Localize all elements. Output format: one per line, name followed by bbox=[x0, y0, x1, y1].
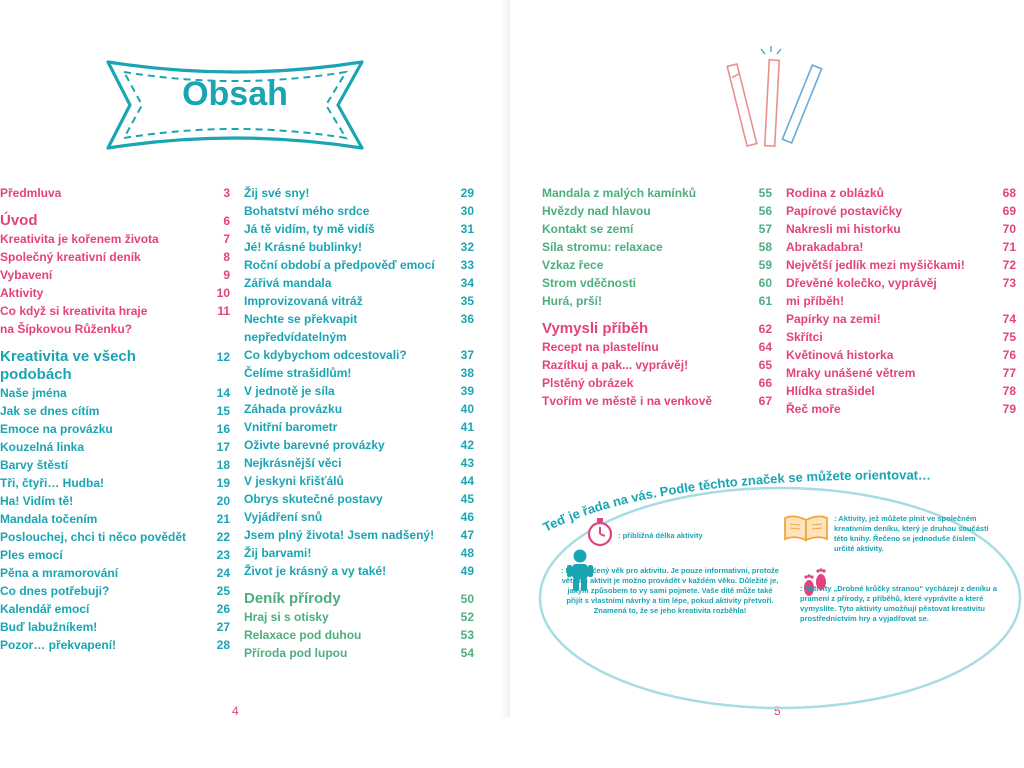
timer-icon bbox=[585, 516, 615, 548]
toc-entry-page: 74 bbox=[1002, 312, 1016, 326]
toc-entry-page: 43 bbox=[460, 456, 474, 470]
toc-entry-page: 39 bbox=[460, 384, 474, 398]
toc-entry-title: Síla stromu: relaxace bbox=[542, 240, 663, 254]
toc-entry-title: Strom vděčnosti bbox=[542, 276, 637, 290]
toc-entry-page: 8 bbox=[223, 250, 230, 264]
toc-entry-title: Hlídka strašidel bbox=[786, 384, 875, 398]
toc-entry-page: 56 bbox=[758, 204, 772, 218]
toc-entry-page: 72 bbox=[1002, 258, 1016, 272]
toc-entry-title: Mandala točením bbox=[0, 512, 98, 526]
page-number-left: 4 bbox=[232, 704, 239, 718]
toc-entry-page: 78 bbox=[1002, 384, 1016, 398]
toc-entry-title: V jeskyni křišťálů bbox=[244, 474, 344, 488]
toc-entry-title: Hurá, prší! bbox=[542, 294, 603, 308]
toc-entry bbox=[0, 402, 230, 420]
toc-entry-page: 30 bbox=[460, 204, 474, 218]
toc-entry-title: Co dnes potřebuji? bbox=[0, 584, 110, 598]
toc-entry-page: 32 bbox=[460, 240, 474, 254]
toc-entry bbox=[0, 248, 230, 266]
toc-entry bbox=[244, 418, 474, 436]
toc-entry-title: Vzkaz řece bbox=[542, 258, 604, 272]
toc-entry-title: Kreativita je kořenem života bbox=[0, 232, 159, 246]
toc-entry bbox=[542, 338, 772, 356]
toc-entry-title: Společný kreativní deník bbox=[0, 250, 141, 264]
toc-entry-title: Tři, čtyři… Hudba! bbox=[0, 476, 105, 490]
toc-entry-page: 71 bbox=[1002, 240, 1016, 254]
toc-entry-page: 21 bbox=[216, 512, 230, 526]
toc-entry-title: Obrys skutečné postavy bbox=[244, 492, 383, 506]
legend-book-text: : Aktivity, jež můžete plnit ve společném kreativním deníku, který je druhou součástí této knihy. Řečeno se jednoduše číslem určité aktivity. bbox=[834, 514, 989, 553]
toc-entry-page: 47 bbox=[460, 528, 474, 542]
toc-entry-title: Plstěný obrázek bbox=[542, 376, 634, 390]
toc-entry-title: Roční období a předpověď emocí bbox=[244, 258, 435, 272]
toc-entry-title: Jak se dnes cítím bbox=[0, 404, 100, 418]
toc-entry-title: Poslouchej, chci ti něco povědět bbox=[0, 530, 187, 544]
toc-entry-page: 65 bbox=[758, 358, 772, 372]
straws-illustration bbox=[725, 46, 845, 156]
toc-entry-page: 19 bbox=[216, 476, 230, 490]
toc-entry-page: 18 bbox=[216, 458, 230, 472]
toc-entry bbox=[244, 472, 474, 490]
toc-entry bbox=[244, 544, 474, 562]
toc-entry-page: 33 bbox=[460, 258, 474, 272]
toc-entry-title: Zářivá mandala bbox=[244, 276, 332, 290]
toc-entry bbox=[0, 456, 230, 474]
toc-entry-title: Žij barvami! bbox=[244, 546, 312, 560]
toc-entry-title: Naše jména bbox=[0, 386, 67, 400]
toc-entry bbox=[542, 292, 772, 310]
toc-entry-page: 55 bbox=[758, 186, 772, 200]
toc-entry bbox=[542, 202, 772, 220]
toc-entry-title: Příroda pod lupou bbox=[244, 646, 348, 660]
toc-entry-title: Vybavení bbox=[0, 268, 53, 282]
toc-entry-title: Jé! Krásné bublinky! bbox=[244, 240, 363, 254]
toc-entry-page: 22 bbox=[216, 530, 230, 544]
open-book-icon bbox=[782, 512, 830, 542]
toc-entry-page: 62 bbox=[758, 322, 772, 336]
toc-entry-title: Razítkuj a pak... vyprávěj! bbox=[542, 358, 689, 372]
toc-entry-title: Emoce na provázku bbox=[0, 422, 113, 436]
toc-entry-title: Řeč moře bbox=[786, 402, 841, 416]
toc-entry-title: Vyjádření snů bbox=[244, 510, 323, 524]
toc-entry bbox=[0, 618, 230, 636]
legend-age-text: : Doporučený věk pro aktivitu. Je pouze informativní, protože většinu aktivit je možno provádět v každém věku. Důležité je, jakým způsobem to vy sami pojmete. Vaše dítě může také přijít s vlastními návrhy a tím lépe, pokud aktivity přetvoří. Znamená to, že se jeho kreativita rozběhla! bbox=[561, 566, 779, 615]
toc-column-1 bbox=[0, 184, 230, 654]
toc-entry bbox=[0, 230, 230, 248]
toc-entry-title: Papírky na zemi! bbox=[786, 312, 881, 326]
toc-entry-page: 37 bbox=[460, 348, 474, 362]
toc-entry-title: Úvod bbox=[0, 212, 38, 229]
toc-entry-page: 50 bbox=[460, 592, 474, 606]
toc-entry-title: V jednotě je síla bbox=[244, 384, 335, 398]
toc-entry bbox=[244, 526, 474, 544]
toc-entry-title: Ha! Vidím tě! bbox=[0, 494, 74, 508]
toc-entry bbox=[542, 374, 772, 392]
toc-entry bbox=[0, 546, 230, 564]
toc-entry-page: 64 bbox=[758, 340, 772, 354]
toc-entry bbox=[244, 310, 474, 346]
toc-entry bbox=[542, 392, 772, 410]
toc-entry bbox=[786, 364, 1016, 382]
toc-entry-page: 58 bbox=[758, 240, 772, 254]
toc-entry-title: Bohatství mého srdce bbox=[244, 204, 370, 218]
toc-entry-page: 23 bbox=[216, 548, 230, 562]
toc-entry bbox=[786, 400, 1016, 418]
toc-entry bbox=[786, 220, 1016, 238]
toc-section-heading bbox=[0, 212, 230, 230]
toc-entry bbox=[786, 310, 1016, 328]
toc-entry-title: Pozor… překvapení! bbox=[0, 638, 117, 652]
toc-entry-page: 10 bbox=[216, 286, 230, 300]
toc-entry bbox=[0, 266, 230, 284]
toc-entry bbox=[542, 238, 772, 256]
toc-entry bbox=[244, 644, 474, 662]
toc-entry-page: 17 bbox=[216, 440, 230, 454]
toc-entry bbox=[0, 384, 230, 402]
toc-entry bbox=[786, 328, 1016, 346]
toc-entry-title: Hraj si s otisky bbox=[244, 610, 329, 624]
toc-entry-page: 68 bbox=[1002, 186, 1016, 200]
toc-entry bbox=[0, 184, 230, 202]
toc-entry-page: 41 bbox=[460, 420, 474, 434]
toc-entry-title: Kalendář emocí bbox=[0, 602, 90, 616]
toc-entry bbox=[0, 284, 230, 302]
toc-entry bbox=[0, 636, 230, 654]
toc-entry bbox=[542, 184, 772, 202]
toc-entry-page: 16 bbox=[216, 422, 230, 436]
toc-entry-page: 45 bbox=[460, 492, 474, 506]
toc-column-4 bbox=[786, 184, 1016, 418]
toc-entry-title: Kreativita ve všech podobách bbox=[0, 348, 136, 383]
toc-entry-page: 79 bbox=[1002, 402, 1016, 416]
toc-entry-title: Nechte se překvapit nepředvídatelným bbox=[244, 312, 358, 344]
toc-entry bbox=[244, 400, 474, 418]
toc-entry bbox=[542, 274, 772, 292]
toc-entry bbox=[786, 274, 1016, 310]
toc-entry-page: 66 bbox=[758, 376, 772, 390]
toc-entry bbox=[0, 582, 230, 600]
toc-entry-page: 46 bbox=[460, 510, 474, 524]
legend-title: Teď je řada na vás. Podle těchto značek se můžete orientovat… bbox=[540, 467, 932, 535]
toc-entry-title: Hvězdy nad hlavou bbox=[542, 204, 651, 218]
toc-entry-title: Mraky unášené větrem bbox=[786, 366, 916, 380]
toc-entry bbox=[244, 490, 474, 508]
toc-entry-title: Záhada provázku bbox=[244, 402, 343, 416]
toc-entry-page: 52 bbox=[460, 610, 474, 624]
toc-entry-page: 35 bbox=[460, 294, 474, 308]
toc-entry-title: Co když si kreativita hraje na Šípkovou Růženku? bbox=[0, 304, 148, 336]
toc-column-2 bbox=[244, 184, 474, 662]
toc-entry-title: Život je krásný a vy také! bbox=[244, 564, 387, 578]
toc-entry bbox=[244, 202, 474, 220]
toc-entry-page: 27 bbox=[216, 620, 230, 634]
toc-entry-page: 24 bbox=[216, 566, 230, 580]
toc-entry-page: 26 bbox=[216, 602, 230, 616]
toc-entry-page: 38 bbox=[460, 366, 474, 380]
toc-entry-page: 70 bbox=[1002, 222, 1016, 236]
toc-entry-page: 15 bbox=[216, 404, 230, 418]
toc-entry bbox=[786, 346, 1016, 364]
toc-entry bbox=[0, 474, 230, 492]
toc-entry-page: 73 bbox=[1002, 276, 1016, 290]
toc-entry-page: 60 bbox=[758, 276, 772, 290]
toc-entry-title: Abrakadabra! bbox=[786, 240, 864, 254]
toc-entry-title: Žij své sny! bbox=[244, 186, 310, 200]
toc-entry-title: Tvořím ve městě i na venkově bbox=[542, 394, 713, 408]
toc-entry-title: Oživte barevné provázky bbox=[244, 438, 385, 452]
toc-entry-title: Předmluva bbox=[0, 186, 62, 200]
toc-entry-page: 49 bbox=[460, 564, 474, 578]
toc-entry bbox=[244, 626, 474, 644]
toc-entry-page: 48 bbox=[460, 546, 474, 560]
toc-entry bbox=[786, 184, 1016, 202]
toc-entry-page: 6 bbox=[223, 214, 230, 228]
toc-entry-title: Čelíme strašidlům! bbox=[244, 366, 352, 380]
toc-entry-page: 3 bbox=[223, 186, 230, 200]
toc-entry-page: 57 bbox=[758, 222, 772, 236]
toc-entry bbox=[786, 238, 1016, 256]
toc-entry-page: 75 bbox=[1002, 330, 1016, 344]
toc-entry bbox=[786, 382, 1016, 400]
toc-entry-page: 34 bbox=[460, 276, 474, 290]
toc-entry bbox=[0, 564, 230, 582]
toc-entry bbox=[244, 220, 474, 238]
toc-entry-title: Dřevěné kolečko, vyprávěj mi příběh! bbox=[786, 276, 937, 308]
toc-entry-title: Rodina z oblázků bbox=[786, 186, 885, 200]
page-number-right: 5 bbox=[774, 704, 781, 718]
legend-steps-text: : Aktivity „Drobné krůčky stranou“ vycházejí z deníku a pramení z přírody, z příběhů, které vyprávíte a které vymyslíte. Tyto aktivity umožňují pěstovat kreativitu prostřednictvím hry a vyjadřovat se. bbox=[800, 584, 997, 623]
toc-entry bbox=[244, 562, 474, 580]
toc-entry bbox=[0, 528, 230, 546]
toc-entry bbox=[0, 302, 230, 338]
legend-timer-text: : přibližná délka aktivity bbox=[618, 531, 703, 540]
toc-entry bbox=[786, 202, 1016, 220]
toc-entry-page: 40 bbox=[460, 402, 474, 416]
toc-entry bbox=[244, 508, 474, 526]
toc-entry-title: Aktivity bbox=[0, 286, 44, 300]
toc-entry-title: Nakresli mi historku bbox=[786, 222, 901, 236]
toc-entry bbox=[244, 238, 474, 256]
toc-entry-title: Já tě vidím, ty mě vidíš bbox=[244, 222, 375, 236]
toc-entry bbox=[244, 608, 474, 626]
toc-entry bbox=[244, 346, 474, 364]
toc-entry bbox=[244, 454, 474, 472]
toc-entry bbox=[0, 510, 230, 528]
toc-entry-page: 61 bbox=[758, 294, 772, 308]
toc-entry bbox=[542, 220, 772, 238]
toc-entry-title: Papírové postavičky bbox=[786, 204, 903, 218]
toc-entry-title: Největší jedlík mezi myšičkami! bbox=[786, 258, 965, 272]
toc-entry bbox=[0, 492, 230, 510]
toc-entry-page: 7 bbox=[223, 232, 230, 246]
toc-entry bbox=[542, 256, 772, 274]
toc-entry-title: Co kdybychom odcestovali? bbox=[244, 348, 407, 362]
toc-section-heading bbox=[244, 590, 474, 608]
toc-entry-page: 29 bbox=[460, 186, 474, 200]
page-title: Obsah bbox=[182, 75, 288, 113]
toc-entry-page: 14 bbox=[216, 386, 230, 400]
toc-column-3 bbox=[542, 184, 772, 410]
toc-entry-title: Skřítci bbox=[786, 330, 823, 344]
toc-entry-page: 67 bbox=[758, 394, 772, 408]
toc-entry bbox=[0, 420, 230, 438]
toc-entry bbox=[244, 436, 474, 454]
toc-entry-title: Barvy štěstí bbox=[0, 458, 69, 472]
toc-entry bbox=[786, 256, 1016, 274]
left-page bbox=[0, 0, 510, 768]
toc-entry-title: Květinová historka bbox=[786, 348, 894, 362]
toc-entry bbox=[244, 292, 474, 310]
toc-entry-page: 44 bbox=[460, 474, 474, 488]
toc-entry-title: Ples emocí bbox=[0, 548, 63, 562]
toc-entry bbox=[0, 600, 230, 618]
toc-entry-page: 25 bbox=[216, 584, 230, 598]
toc-entry-title: Kontakt se zemí bbox=[542, 222, 634, 236]
toc-section-heading bbox=[542, 320, 772, 338]
toc-entry-title: Recept na plastelínu bbox=[542, 340, 659, 354]
toc-entry-title: Nejkrásnější věci bbox=[244, 456, 342, 470]
toc-entry bbox=[244, 382, 474, 400]
toc-entry-title: Improvizovaná vitráž bbox=[244, 294, 363, 308]
toc-entry-page: 59 bbox=[758, 258, 772, 272]
toc-entry-title: Mandala z malých kamínků bbox=[542, 186, 697, 200]
toc-entry-page: 76 bbox=[1002, 348, 1016, 362]
toc-entry-title: Vymysli příběh bbox=[542, 320, 649, 337]
toc-entry-title: Relaxace pod duhou bbox=[244, 628, 362, 642]
toc-entry bbox=[244, 256, 474, 274]
toc-entry-page: 53 bbox=[460, 628, 474, 642]
toc-entry-title: Pěna a mramorování bbox=[0, 566, 119, 580]
toc-entry-page: 12 bbox=[216, 350, 230, 364]
toc-entry bbox=[542, 356, 772, 374]
toc-entry-page: 77 bbox=[1002, 366, 1016, 380]
toc-entry bbox=[0, 438, 230, 456]
toc-entry-title: Vnitřní barometr bbox=[244, 420, 338, 434]
toc-entry-title: Deník přírody bbox=[244, 590, 341, 607]
toc-entry bbox=[244, 274, 474, 292]
toc-entry-title: Kouzelná linka bbox=[0, 440, 85, 454]
toc-entry-page: 28 bbox=[216, 638, 230, 652]
toc-entry-page: 69 bbox=[1002, 204, 1016, 218]
bottom-band bbox=[0, 718, 1024, 768]
toc-entry-page: 42 bbox=[460, 438, 474, 452]
toc-entry-page: 54 bbox=[460, 646, 474, 660]
toc-entry bbox=[244, 184, 474, 202]
toc-entry-page: 9 bbox=[223, 268, 230, 282]
toc-entry-page: 20 bbox=[216, 494, 230, 508]
toc-entry-page: 31 bbox=[460, 222, 474, 236]
toc-section-heading bbox=[0, 348, 230, 384]
toc-entry-title: Buď labužníkem! bbox=[0, 620, 98, 634]
toc-entry bbox=[244, 364, 474, 382]
toc-entry-page: 36 bbox=[460, 312, 474, 326]
toc-entry-title: Jsem plný života! Jsem nadšený! bbox=[244, 528, 435, 542]
toc-entry-page: 11 bbox=[217, 304, 230, 318]
